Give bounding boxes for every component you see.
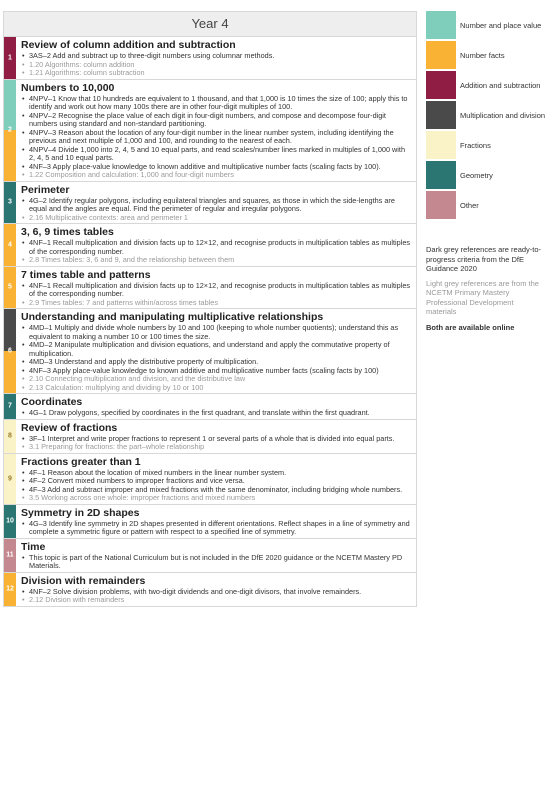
objectives-list [21,520,411,537]
unit-content [16,505,416,538]
strand-color-segment [4,309,16,351]
dfe-criterion: • 4NPV–1 Know that 10 hundreds are equivalent to 1 thousand, and that 1,000 is 10 times the size of 100; apply this to identify and work out how many 100s there are in other four-digit multiples of 100. [29,95,411,112]
year-overview [3,11,417,607]
unit-color-strip [4,267,16,309]
legend-swatch [426,161,456,189]
unit-row [3,420,417,454]
unit-content [16,182,416,224]
unit-number: 11 [6,551,14,559]
unit-color-strip [4,454,16,504]
unit-row [3,454,417,505]
unit-color-strip [4,420,16,453]
legend-label: Fractions [460,140,491,150]
legend-swatch [426,101,456,129]
unit-content [16,37,416,79]
ncetm-reference: • 1.21 Algorithms: column subtraction [29,69,411,78]
dfe-criterion: • 4F–1 Reason about the location of mixed numbers in the linear number system. [29,469,411,478]
legend-label: Number and place value [460,20,542,30]
ncetm-reference: • 1.20 Algorithms: column addition [29,61,411,70]
unit-title: Fractions greater than 1 [21,455,141,468]
objectives-list [21,197,411,223]
unit-row [3,394,417,420]
legend-item [426,131,548,159]
dfe-criterion: • 4NPV–2 Recognise the place value of each digit in four-digit numbers, and compose and decompose four-digit numbers using standard and non-standard partitioning. [29,112,411,129]
ncetm-reference: • 3.1 Preparing for fractions: the part–whole relationship [29,443,411,452]
strand-color-segment [4,130,16,181]
unit-content [16,80,416,181]
legend-swatch [426,191,456,219]
legend-label: Multiplication and division [460,110,546,120]
ncetm-reference: • 1.22 Composition and calculation: 1,000 and four-digit numbers [29,171,411,180]
ncetm-reference: • 2.10 Connecting multiplication and division, and the distributive law [29,375,411,384]
unit-number: 5 [8,283,12,291]
ncetm-reference: • 2.16 Multiplicative contexts: area and perimeter 1 [29,214,411,223]
unit-number: 3 [8,198,12,206]
legend-label: Addition and subtraction [460,80,541,90]
legend-items [426,11,548,219]
legend-swatch [426,11,456,39]
dfe-criterion: • 4NF–2 Solve division problems, with two-digit dividends and one-digit divisors, that involve remainders. [29,588,411,597]
units-list [3,37,417,607]
legend-swatch [426,71,456,99]
unit-number: 1 [8,54,12,62]
dfe-criterion: • 4NF–3 Apply place-value knowledge to known additive and multiplicative number facts (scaling facts by 100) [29,367,411,376]
unit-row [3,505,417,539]
unit-title: Perimeter [21,183,70,196]
unit-title: Symmetry in 2D shapes [21,506,140,519]
unit-content [16,309,416,393]
unit-row [3,224,417,267]
unit-row [3,539,417,573]
unit-content [16,394,416,419]
dfe-criterion: • 4MD–2 Manipulate multiplication and division equations, and understand and apply the commutative property of multiplication. [29,341,411,358]
unit-number: 8 [8,432,12,440]
legend-item [426,161,548,189]
legend-item [426,101,548,129]
objectives-list [21,409,411,418]
ncetm-reference: • 2.9 Times tables: 7 and patterns within/across times tables [29,299,411,308]
note-light-grey: Light grey references are from the NCETM Primary Mastery Professional Development materials [426,278,539,316]
unit-title: Review of fractions [21,421,118,434]
unit-number: 9 [8,475,12,482]
unit-color-strip [4,505,16,538]
unit-row [3,573,417,607]
dfe-criterion: • 4NF–1 Recall multiplication and division facts up to 12×12, and recognise products in multiplication tables as multiples of the corresponding number. [29,239,411,256]
unit-color-strip [4,182,16,224]
unit-row [3,37,417,80]
strand-color-segment [4,80,16,131]
objectives-list [21,95,411,180]
unit-title: Review of column addition and subtraction [21,39,236,51]
unit-color-strip [4,80,16,181]
unit-title: Division with remainders [21,574,146,587]
dfe-criterion: • 4MD–3 Understand and apply the distributive property of multiplication. [29,358,411,367]
dfe-criterion: • 4F–2 Convert mixed numbers to improper fractions and vice versa. [29,477,411,486]
unit-title: Time [21,540,46,553]
unit-color-strip [4,309,16,393]
unit-title: 3, 6, 9 times tables [21,226,114,238]
legend-label: Geometry [460,170,493,180]
note-dark-grey: Dark grey references are ready-to-progress criteria from the DfE Guidance 2020 [426,245,542,273]
objectives-list [21,52,411,78]
unit-number: 7 [8,402,12,410]
dfe-criterion: • 4NF–3 Apply place-value knowledge to known additive and multiplicative number facts (scaling facts by 100). [29,163,411,172]
note-availability: Both are available online [426,322,515,332]
objectives-list [21,588,411,605]
legend-item [426,11,548,39]
dfe-criterion: • 4MD–1 Multiply and divide whole numbers by 10 and 100 (keeping to whole number quotients); understand this as equivalent to making a number 10 or 100 times the size. [29,324,411,341]
unit-content [16,224,416,266]
unit-row [3,80,417,182]
unit-title: Numbers to 10,000 [21,81,115,94]
unit-content [16,573,416,606]
dfe-criterion: • 4G–3 Identify line symmetry in 2D shapes presented in different orientations. Reflect shapes in a line of symmetry and complete a symmetric figure or pattern with respect to a specified line of symmetry. [29,520,411,537]
legend-label: Other [460,200,479,210]
unit-number: 6 [8,347,12,355]
objectives-list [21,324,411,392]
unit-row [3,182,417,225]
unit-title: Understanding and manipulating multiplicative relationships [21,311,324,323]
unit-content [16,539,416,572]
ncetm-reference: • 2.13 Calculation: multiplying and dividing by 10 or 100 [29,384,411,393]
unit-row [3,267,417,310]
ncetm-reference: • 2.12 Division with remainders [29,596,411,605]
objectives-list [21,239,411,265]
objectives-list [21,282,411,308]
dfe-criterion: • 4G–1 Draw polygons, specified by coordinates in the first quadrant, and translate within the first quadrant. [29,409,411,418]
objectives-list [21,469,411,503]
unit-color-strip [4,224,16,266]
unit-color-strip [4,37,16,79]
legend-item [426,71,548,99]
dfe-criterion: • 4NPV–3 Reason about the location of any four-digit number in the linear number system, including identifying the previous and next multiple of 1,000 and 100, and rounding to the nearest of each. [29,129,411,146]
unit-number: 10 [6,517,14,525]
legend-item [426,41,548,69]
dfe-criterion: • This topic is part of the National Curriculum but is not included in the DfE 2020 guidance or the NCETM Mastery PD Materials. [29,554,411,571]
legend-swatch [426,41,456,69]
unit-content [16,267,416,309]
dfe-criterion: • 4NF–1 Recall multiplication and division facts up to 12×12, and recognise products in multiplication tables as multiples of the corresponding number. [29,282,411,299]
objectives-list [21,554,411,571]
dfe-criterion: • 4F–3 Add and subtract improper and mixed fractions with the same denominator, including bridging whole numbers. [29,486,411,495]
dfe-criterion: • 4NPV–4 Divide 1,000 into 2, 4, 5 and 10 equal parts, and read scales/number lines marked in multiples of 1,000 with 2, 4, 5 and 10 equal parts. [29,146,411,163]
legend-item [426,191,548,219]
unit-number: 2 [8,126,12,134]
legend [426,11,548,332]
unit-content [16,420,416,453]
unit-color-strip [4,539,16,572]
dfe-criterion: • 3F–1 Interpret and write proper fractions to represent 1 or several parts of a whole that is divided into equal parts. [29,435,411,444]
unit-number: 12 [6,585,14,593]
unit-number: 4 [8,241,12,249]
ncetm-reference: • 3.5 Working across one whole: improper fractions and mixed numbers [29,494,411,503]
objectives-list [21,435,411,452]
unit-content [16,454,416,504]
strand-color-segment [4,351,16,393]
unit-color-strip [4,573,16,606]
dfe-criterion: • 3AS–2 Add and subtract up to three-digit numbers using columnar methods. [29,52,411,61]
legend-swatch [426,131,456,159]
unit-color-strip [4,394,16,419]
ncetm-reference: • 2.8 Times tables: 3, 6 and 9, and the relationship between them [29,256,411,265]
year-title: Year 4 [3,11,417,37]
unit-row [3,309,417,394]
legend-label: Number facts [460,50,505,60]
unit-title: 7 times table and patterns [21,268,151,281]
unit-title: Coordinates [21,396,83,408]
dfe-criterion: • 4G–2 Identify regular polygons, including equilateral triangles and squares, as those in which the side-lengths are equal and the angles are equal. Find the perimeter of regular and irregular polygons. [29,197,411,214]
